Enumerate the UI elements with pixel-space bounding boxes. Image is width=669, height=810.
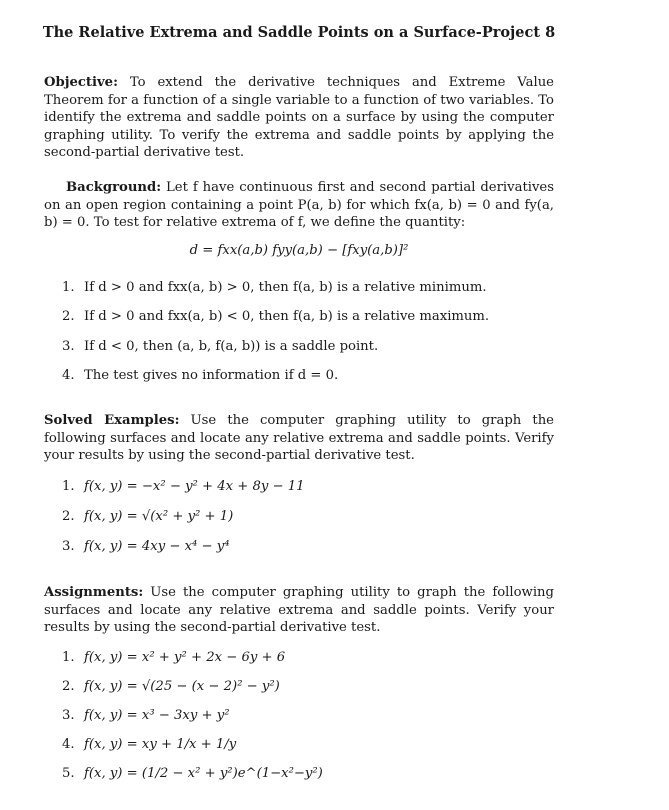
assignments-text: Use the computer graphing utility to graph the following surfaces and locate any relative extrema and saddle points. Verify your results by using the second-partial derivative test. [44, 585, 554, 636]
list-item: 2. If d > 0 and fxx(a, b) < 0, then f(a, b) is a relative maximum. [62, 309, 490, 324]
assignments-label: Assignments [44, 585, 139, 600]
solved-text: Use the computer graphing utility to graph the following surfaces and locate any relative extrema and saddle points. Verify your results by using the second-partial derivative test. [44, 413, 554, 464]
solved-examples-paragraph: Solved Examples: Use the computer graphing utility to graph the following surfaces and locate any relative extrema and saddle points. Verify your results by using the second-partial derivative test. [44, 413, 554, 464]
objective-text: To extend the derivative techniques and Extreme Value Theorem for a function of a single variable to a function of two variables. To identify the extrema and saddle points on a surface by using the computer graphing utility. To verify the extrema and saddle points by applying the second-partial derivative test. [44, 75, 554, 161]
assignments-paragraph: Assignments: Use the computer graphing utility to graph the following surfaces and locate any relative extrema and saddle points. Verify your results by using the second-partial derivative test. [44, 585, 554, 636]
list-item: 4. f(x, y) = xy + 1/x + 1/y [62, 737, 237, 752]
page-title: The Relative Extrema and Saddle Points on a Surface-Project 8 [42, 24, 556, 41]
list-item: 1. f(x, y) = −x² − y² + 4x + 8y − 11 [62, 479, 305, 494]
objective-paragraph: Objective: To extend the derivative techniques and Extreme Value Theorem for a function of a single variable to a function of two variables. To identify the extrema and saddle points on a surface by using the computer graphing utility. To verify the extrema and saddle points by applying the second-partial derivative test. [44, 75, 554, 161]
background-paragraph: Background: Let f have continuous first and second partial derivatives on an open region containing a point P(a, b) for which fx(a, b) = 0 and fy(a, b) = 0. To test for relative extrema of f, we define the quantity: [44, 180, 554, 231]
list-item: 3. f(x, y) = 4xy − x⁴ − y⁴ [62, 539, 230, 554]
list-item: 1. If d > 0 and fxx(a, b) > 0, then f(a, b) is a relative minimum. [62, 280, 487, 295]
list-item: 5. f(x, y) = (1/2 − x² + y²)e^(1−x²−y²) [62, 766, 323, 781]
discriminant-equation: d = fxx(a,b) fyy(a,b) − [fxy(a,b)]² [189, 243, 409, 258]
list-item: 2. f(x, y) = √(x² + y² + 1) [62, 509, 234, 524]
list-item: 1. f(x, y) = x² + y² + 2x − 6y + 6 [62, 650, 286, 665]
list-item: 3. f(x, y) = x³ − 3xy + y² [62, 708, 230, 723]
list-item: 4. The test gives no information if d = 0. [62, 368, 339, 383]
objective-label: Objective [44, 75, 114, 90]
list-item: 2. f(x, y) = √(25 − (x − 2)² − y²) [62, 679, 280, 694]
solved-label: Solved Examples [44, 413, 175, 428]
background-label: Background [66, 180, 157, 195]
background-text: Let f have continuous first and second partial derivatives on an open region containing a point P(a, b) for which fx(a, b) = 0 and fy(a, b) = 0. To test for relative extrema of f, we define the quantity: [44, 180, 554, 231]
list-item: 3. If d < 0, then (a, b, f(a, b)) is a saddle point. [62, 339, 379, 354]
